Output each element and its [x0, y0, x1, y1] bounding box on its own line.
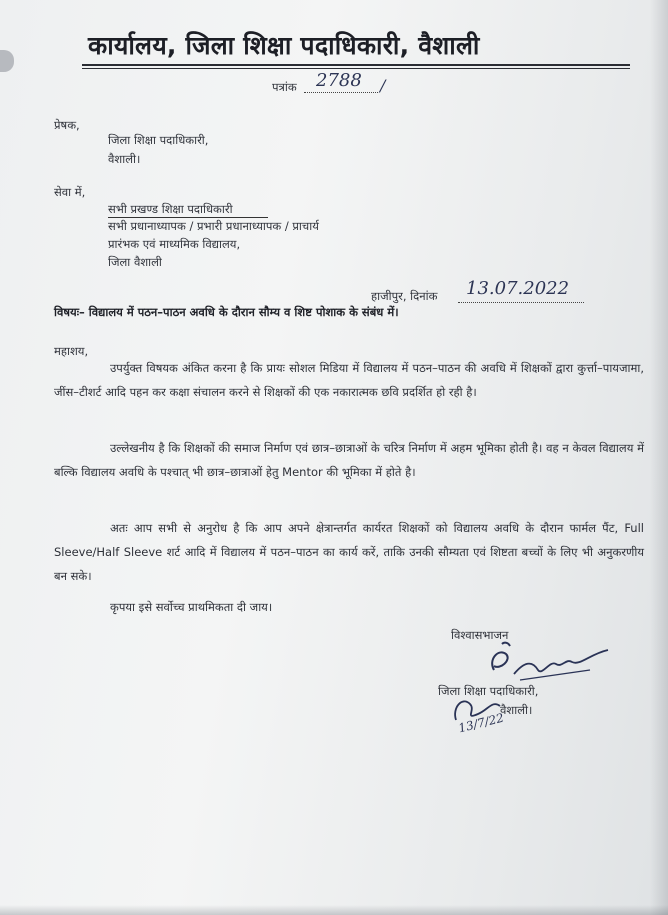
page-edge-shadow — [650, 0, 668, 915]
paragraph-3: अतः आप सभी से अनुरोध है कि आप अपने क्षेत्रान्तर्गत कार्यरत शिक्षकों को विद्यालय अवधि के दौरान फार्मल पैंट, Full Sleeve/Half Sleeve शर्ट आदि में विद्यालय में पठन–पाठन का कार्य करें, ताकि उनकी सौम्यता एवं शिष्टता बच्चों के लिए भी अनुकरणीय बन सके। — [54, 521, 644, 583]
recipient-line-4: जिला वैशाली — [108, 255, 162, 269]
salutation: महाशय, — [54, 344, 89, 358]
office-title: कार्यालय, जिला शिक्षा पदाधिकारी, वैशाली — [88, 31, 480, 60]
subject-line: विषयः– विद्यालय में पठन–पाठन अवधि के दौरान सौम्य व शिष्ट पोशाक के संबंध में। — [54, 305, 399, 319]
closing-designation: जिला शिक्षा पदाधिकारी, — [438, 684, 539, 698]
page-bottom-shadow — [0, 905, 668, 915]
closing-yours: विश्वासभाजन — [451, 628, 509, 642]
recipient-underline — [108, 217, 268, 218]
ref-label: पत्रांक — [272, 80, 297, 94]
header-rule-thin — [82, 68, 630, 69]
recipient-line-2: सभी प्रधानाध्यापक / प्रभारी प्रधानाध्यापक / प्राचार्य — [108, 219, 319, 233]
recipient-label: सेवा में, — [54, 185, 86, 199]
ref-slash: / — [380, 76, 386, 95]
paragraph-1: उपर्युक्त विषयक अंकित करना है कि प्रायः सोशल मिडिया में विद्यालय में पठन–पाठन की अवधि में शिक्षकों द्वारा कुर्त्ता–पायजामा, जींस–टीशर्ट आदि पहन कर कक्षा संचालन करने से शिक्षकों की एक नकारात्मक छवि प्रदर्शित हो रही है। — [54, 361, 644, 399]
header-rule — [82, 64, 630, 66]
sender-line-2: वैशाली। — [108, 152, 141, 166]
ref-number: 2788 — [316, 70, 362, 91]
sign-date: 13/7/22 — [456, 710, 506, 736]
paragraph-2: उल्लेखनीय है कि शिक्षकों की समाज निर्माण एवं छात्र–छात्राओं के चरित्र निर्माण में अहम भूमिका होती है। वह न केवल विद्यालय में बल्कि विद्यालय अवधि के पश्चात् भी छात्र–छात्राओं हेतु Mentor की भूमिका में होते है। — [54, 441, 644, 479]
paragraph-4: कृपया इसे सर्वोच्च प्राथमिकता दी जाय। — [110, 600, 273, 614]
sender-label: प्रेषक, — [54, 118, 80, 132]
page-clip-shadow — [0, 50, 14, 72]
recipient-line-3: प्रारंभक एवं माध्यमिक विद्यालय, — [108, 237, 241, 251]
signature-mark — [480, 640, 620, 690]
sender-line-1: जिला शिक्षा पदाधिकारी, — [108, 133, 209, 147]
closing-place: वैशाली। — [500, 703, 533, 717]
recipient-line-1: सभी प्रखण्ड शिक्षा पदाधिकारी — [108, 202, 233, 216]
date-label: हाजीपुर, दिनांक — [371, 289, 438, 303]
date-value: 13.07.2022 — [466, 278, 570, 299]
